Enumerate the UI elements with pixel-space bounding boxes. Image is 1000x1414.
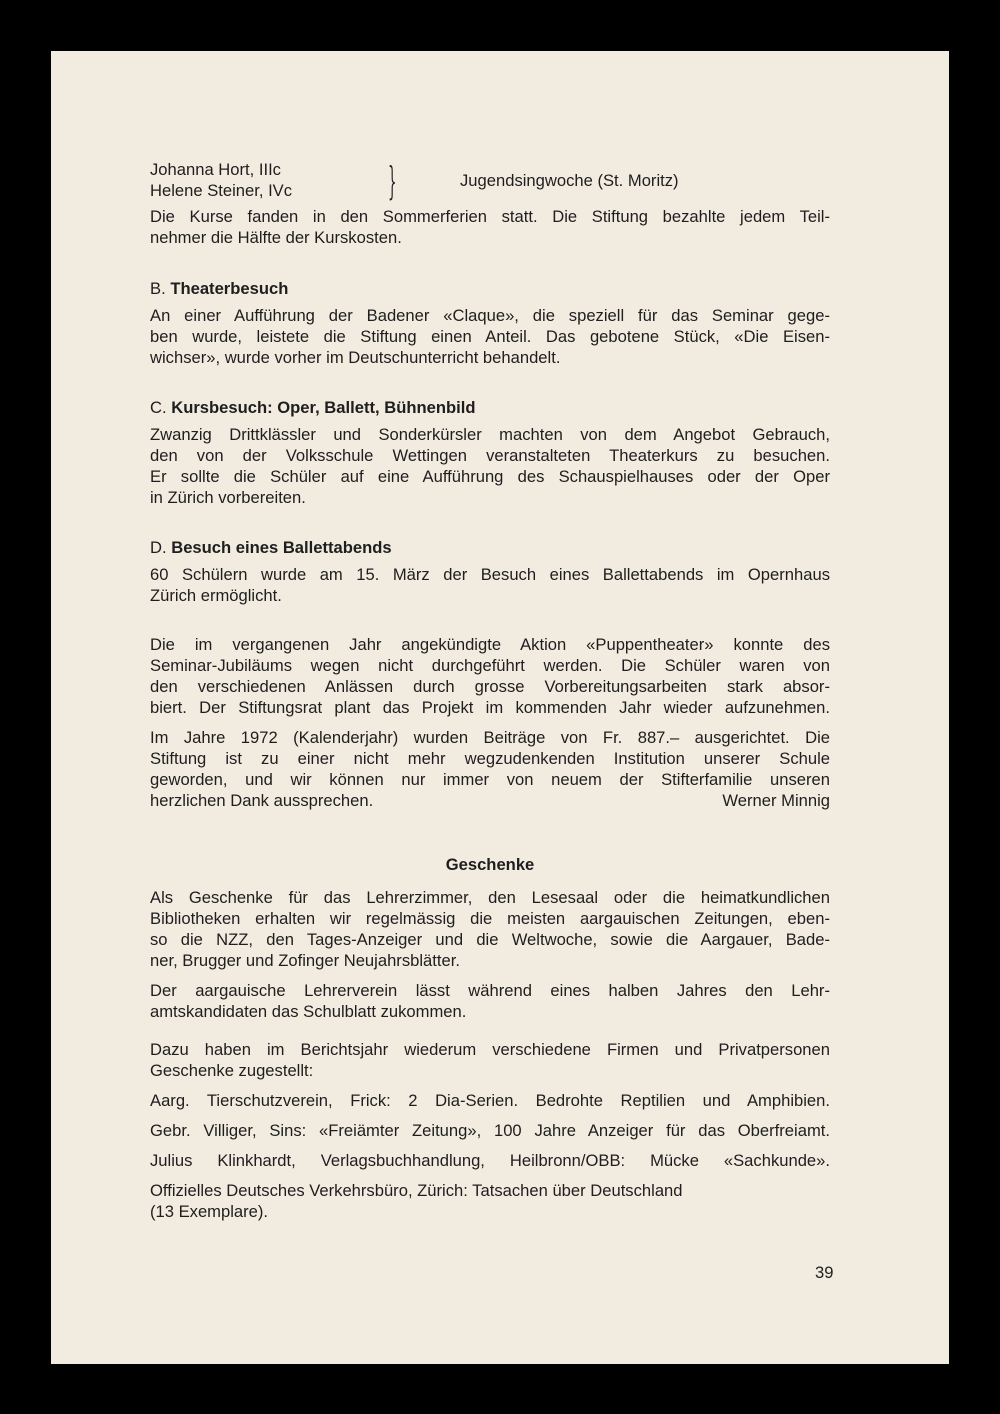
text-line: (13 Exemplare). xyxy=(150,1202,269,1221)
text-line: in Zürich vorbereiten. xyxy=(150,488,306,507)
text-line: wichser», wurde vorher im Deutschunterricht behandelt. xyxy=(150,348,561,367)
section-b-paragraph xyxy=(150,305,830,368)
text-line: Als Geschenke für das Lehrerzimmer, den Lesesaal oder die heimatkundlichen xyxy=(150,888,830,907)
text-line: amtskandidaten das Schulblatt zukommen. xyxy=(150,1002,467,1021)
text-line: Zwanzig Drittklässler und Sonderkürsler machten von dem Angebot Gebrauch, xyxy=(150,425,830,444)
participant-names xyxy=(150,159,292,201)
donor-entry xyxy=(150,1120,830,1141)
text-line: 60 Schülern wurde am 15. März der Besuch eines Ballettabends im Opernhaus xyxy=(150,565,830,584)
text-line: Bibliotheken erhalten wir regelmässig die meisten aargauischen Zeitungen, eben- xyxy=(150,909,830,928)
text-line: Stiftung ist zu einer nicht mehr wegzudenkenden Institution unserer Schule xyxy=(150,749,830,768)
section-heading-d xyxy=(150,537,830,558)
text-line: Gebr. Villiger, Sins: «Freiämter Zeitung», 100 Jahre Anzeiger für das Oberfreiamt. xyxy=(150,1121,830,1140)
text-line: Julius Klinkhardt, Verlagsbuchhandlung, Heilbronn/OBB: Mücke «Sachkunde». xyxy=(150,1151,830,1170)
donor-entry xyxy=(150,1090,830,1111)
signature: Werner Minnig xyxy=(722,791,830,810)
section-letter: B. xyxy=(150,279,166,298)
text-line: ner, Brugger und Zofinger Neujahrsblätter. xyxy=(150,951,460,970)
donor-entry xyxy=(150,1150,830,1171)
text-line: geworden, und wir können nur immer von neuem der Stifterfamilie unseren xyxy=(150,770,830,789)
section-letter: C. xyxy=(150,398,167,417)
text-line: herzlichen Dank aussprechen. xyxy=(150,791,374,810)
text-line: biert. Der Stiftungsrat plant das Projekt im kommenden Jahr wieder aufzunehmen. xyxy=(150,698,830,717)
gifts-paragraph-3 xyxy=(150,1039,830,1081)
signature-line xyxy=(150,790,830,811)
section-title: Kursbesuch: Oper, Ballett, Bühnenbild xyxy=(171,398,476,417)
section-title: Theaterbesuch xyxy=(170,279,289,298)
text-line: nehmer die Hälfte der Kurskosten. xyxy=(150,228,402,247)
section-heading-b xyxy=(150,278,830,299)
course-name: Jugendsingwoche (St. Moritz) xyxy=(460,171,679,190)
text-line: Er sollte die Schüler auf eine Aufführung des Schauspielhauses oder der Oper xyxy=(150,467,830,486)
puppet-theater-paragraph xyxy=(150,634,830,718)
text-line: so die NZZ, den Tages-Anzeiger und die Weltwoche, sowie die Aargauer, Bade- xyxy=(150,930,830,949)
text-line: Seminar-Jubiläums wegen nicht durchgeführt werden. Die Schüler waren von xyxy=(150,656,830,675)
text-line: Offizielles Deutsches Verkehrsbüro, Zürich: Tatsachen über Deutschland xyxy=(150,1181,683,1200)
brace-symbol: } xyxy=(388,159,397,203)
text-line: Dazu haben im Berichtsjahr wiederum verschiedene Firmen und Privatpersonen xyxy=(150,1040,830,1059)
section-letter: D. xyxy=(150,538,167,557)
text-line: An einer Aufführung der Badener «Claque», die speziell für das Seminar gege- xyxy=(150,306,830,325)
section-c-paragraph xyxy=(150,424,830,508)
participants-block xyxy=(150,159,830,203)
text-line: den verschiedenen Anlässen durch grosse Vorbereitungsarbeiten stark absor- xyxy=(150,677,830,696)
contributions-paragraph xyxy=(150,727,830,811)
gifts-heading: Geschenke xyxy=(445,855,535,874)
text-line: Aarg. Tierschutzverein, Frick: 2 Dia-Serien. Bedrohte Reptilien und Amphibien. xyxy=(150,1091,830,1110)
text-line: Die Kurse fanden in den Sommerferien statt. Die Stiftung bezahlte jedem Teil- xyxy=(150,207,830,226)
section-title: Besuch eines Ballettabends xyxy=(171,538,392,557)
participant-name: Johanna Hort, IIIc xyxy=(150,160,281,179)
participant-name: Helene Steiner, IVc xyxy=(150,181,293,200)
section-heading-c xyxy=(150,397,830,418)
text-line: Zürich ermöglicht. xyxy=(150,586,282,605)
text-line: Die im vergangenen Jahr angekündigte Aktion «Puppentheater» konnte des xyxy=(150,635,830,654)
text-line: ben wurde, leistete die Stiftung einen Anteil. Das gebotene Stück, «Die Eisen- xyxy=(150,327,830,346)
gifts-paragraph-2 xyxy=(150,980,830,1022)
document-page xyxy=(51,51,949,1364)
text-line: Der aargauische Lehrerverein lässt während eines halben Jahres den Lehr- xyxy=(150,981,830,1000)
section-d-paragraph xyxy=(150,564,830,606)
intro-paragraph xyxy=(150,206,830,248)
page-number: 39 xyxy=(815,1263,834,1282)
page-content xyxy=(150,159,830,1222)
gifts-paragraph-1 xyxy=(150,887,830,971)
text-line: Im Jahre 1972 (Kalenderjahr) wurden Beiträge von Fr. 887.– ausgerichtet. Die xyxy=(150,728,830,747)
donor-entry xyxy=(150,1180,830,1222)
text-line: den von der Volksschule Wettingen veranstalteten Theaterkurs zu besuchen. xyxy=(150,446,830,465)
text-line: Geschenke zugestellt: xyxy=(150,1061,314,1080)
